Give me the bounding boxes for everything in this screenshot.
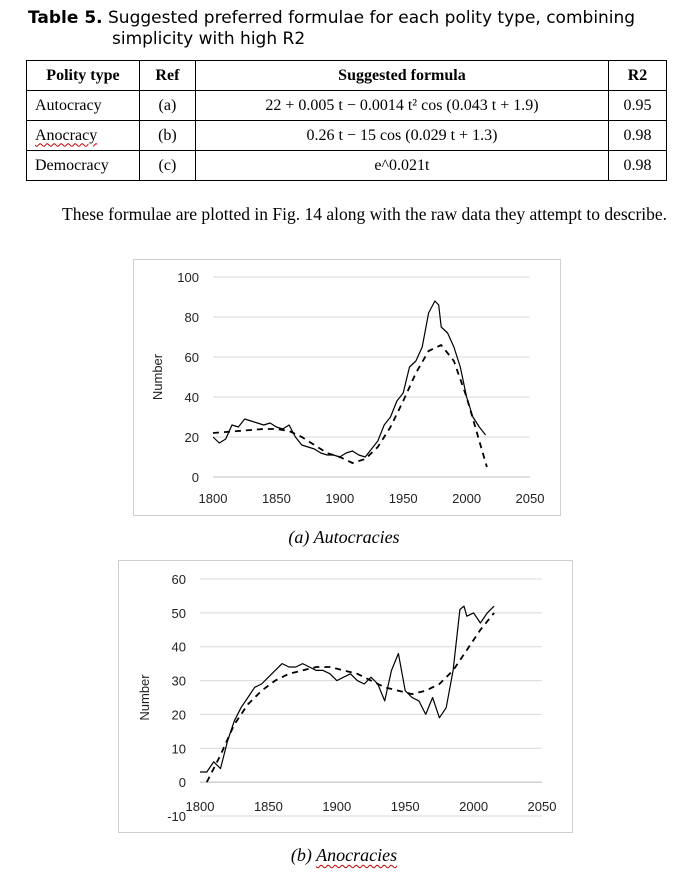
fitted-formula-line [207,613,494,782]
y-tick-label: 60 [171,572,186,587]
figure-autocracies [133,259,561,516]
y-axis-label: Number [137,674,152,721]
table-label: Table 5. [28,8,103,28]
y-tick-label: 50 [171,605,186,621]
table-header-row [27,61,667,91]
header-r2: R2 [609,61,667,91]
x-tick-label: 1800 [198,491,228,506]
y-tick-label: -10 [167,809,186,824]
autocracies-chart [134,260,560,515]
y-axis-label: Number [150,353,165,401]
header-polity-type: Polity type [27,61,140,91]
ref-cell: (c) [139,151,195,181]
polity-type-cell: Democracy [27,151,140,181]
r2-cell: 0.98 [609,151,667,181]
table-row [27,91,667,121]
x-tick-label: 2050 [527,799,557,814]
table-caption-text: Suggested preferred formulae for each polity type, combining [108,8,636,28]
formula-table [26,60,667,181]
y-tick-label: 20 [171,707,186,723]
table-row [27,121,667,151]
formula-cell: 22 + 0.005 t − 0.0014 t² cos (0.043 t + 1.9) [195,91,608,121]
figure-caption-b-prefix: (b) [290,845,317,865]
r2-cell: 0.98 [609,121,667,151]
header-ref: Ref [139,61,195,91]
formula-cell: 0.26 t − 15 cos (0.029 t + 1.3) [195,121,608,151]
fitted-formula-line [213,345,487,467]
y-tick-label: 0 [178,775,186,791]
figure-caption-b [0,845,688,866]
anocracies-chart [119,561,572,832]
figure-anocracies [118,560,573,833]
x-tick-label: 2050 [515,491,545,506]
table-caption [28,8,678,50]
ref-cell: (a) [139,91,195,121]
x-tick-label: 1900 [325,491,355,506]
ref-cell: (b) [139,121,195,151]
y-tick-label: 0 [191,470,199,485]
x-tick-label: 2000 [452,491,482,506]
polity-type-text: Anocracy [35,126,98,144]
figure-caption-b-word: Anocracies [316,845,398,865]
body-paragraph [28,203,668,225]
polity-type-cell: Autocracy [27,91,140,121]
x-tick-label: 1900 [322,799,352,814]
x-tick-label: 1950 [390,799,420,814]
y-tick-label: 60 [184,350,199,365]
raw-data-line [200,606,494,772]
y-tick-label: 100 [177,270,199,285]
r2-cell: 0.95 [609,91,667,121]
x-tick-label: 1850 [253,799,283,814]
header-formula: Suggested formula [195,61,608,91]
raw-data-line [213,301,486,457]
y-tick-label: 40 [184,390,199,405]
table-row [27,151,667,181]
x-tick-label: 1800 [185,799,215,814]
polity-type-cell [27,121,140,151]
y-tick-label: 30 [171,673,186,689]
formula-cell: e^0.021t [195,151,608,181]
table-caption-text-2: simplicity with high R2 [112,29,306,49]
y-tick-label: 80 [184,310,199,325]
y-tick-label: 20 [184,430,199,445]
body-paragraph-text: These formulae are plotted in Fig. 14 along with the raw data they attempt to describe. [62,204,668,224]
x-tick-label: 2000 [459,799,489,814]
y-tick-label: 40 [171,639,186,655]
x-tick-label: 1850 [261,491,291,506]
y-tick-label: 10 [171,741,186,757]
x-tick-label: 1950 [388,491,418,506]
figure-caption-a: (a) Autocracies [288,527,400,547]
